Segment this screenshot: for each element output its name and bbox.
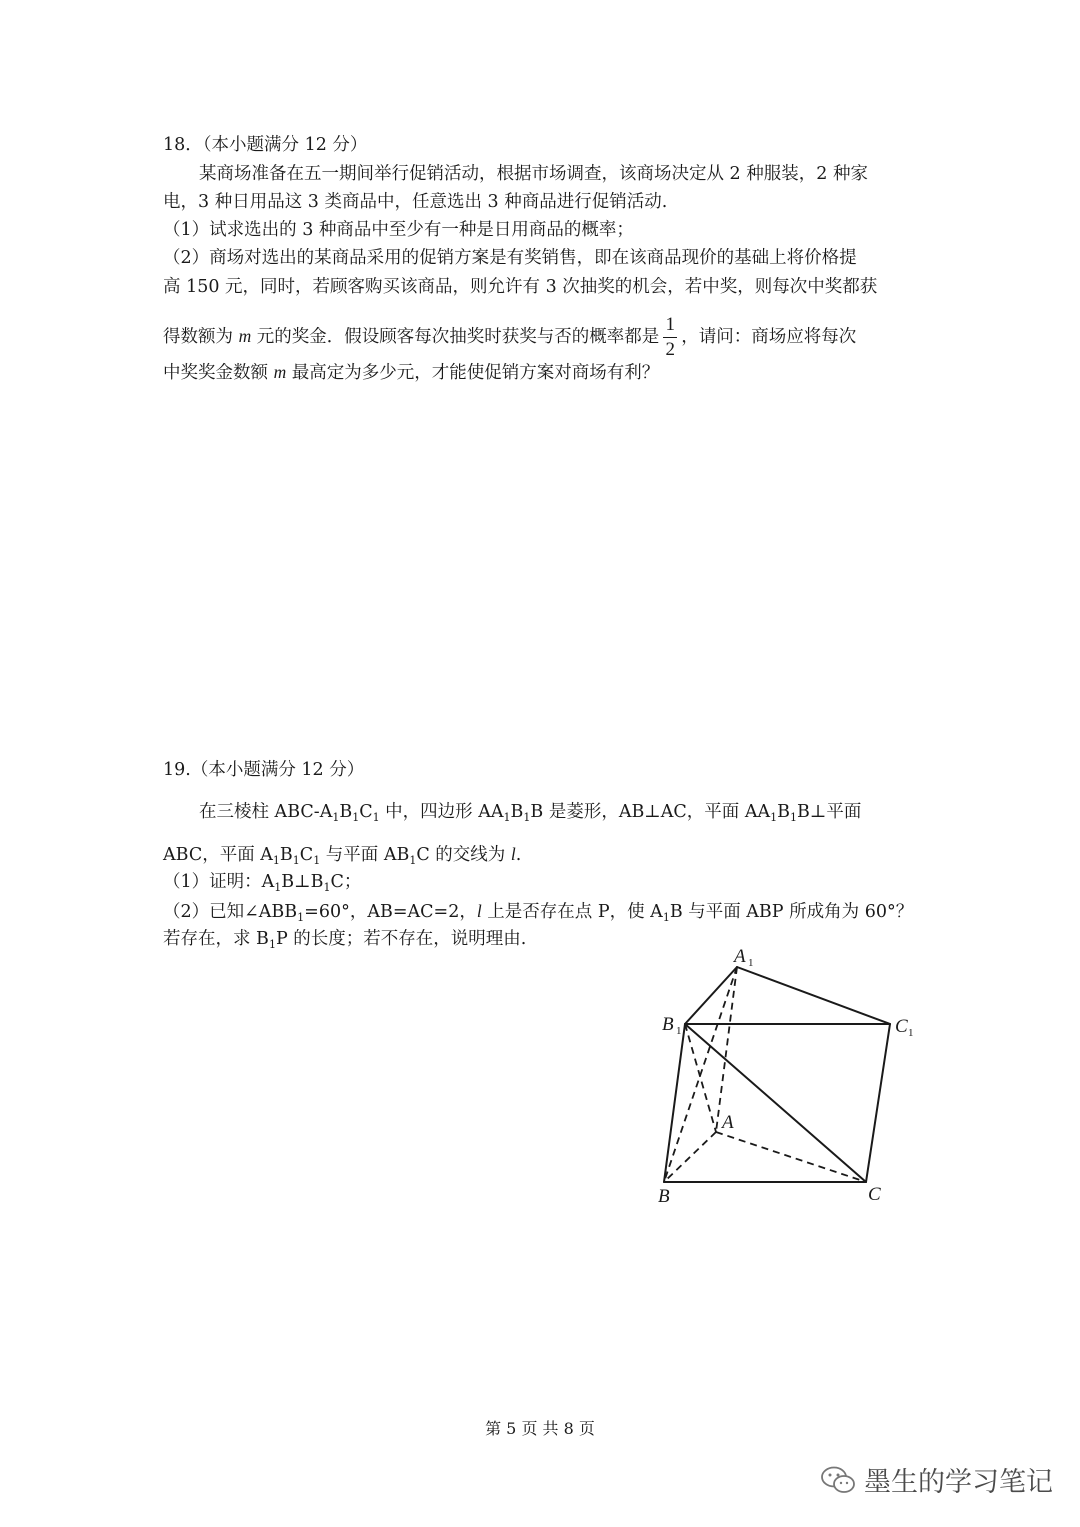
edge-c1-c	[866, 1024, 890, 1182]
fraction	[663, 315, 677, 360]
fraction-denominator: 2	[665, 339, 676, 361]
subscript: 1	[274, 881, 282, 894]
text-fragment: B⊥B	[281, 872, 324, 892]
q18-text-line: 电，3 种日用品这 3 类商品中，任意选出 3 种商品进行促销活动.	[163, 192, 668, 212]
wechat-icon	[820, 1465, 856, 1495]
text-fragment: C；	[330, 872, 362, 892]
text-fragment: （2）已知∠ABB	[163, 902, 298, 922]
edge-a1-c1	[737, 967, 890, 1024]
text-fragment: （1）证明：A	[163, 872, 275, 892]
subscript: 1	[523, 811, 531, 824]
subscript: 1	[313, 854, 321, 867]
q18-text-line	[163, 360, 659, 385]
watermark	[820, 1460, 1053, 1499]
subscript: 1	[790, 811, 798, 824]
label-c1-sub: 1	[908, 1027, 914, 1039]
text-fragment: 中奖奖金数额	[163, 363, 274, 383]
variable-m: m	[273, 362, 287, 382]
edge-a1-b1	[685, 967, 737, 1024]
text-fragment: 上是否存在点 P，使 A	[481, 902, 663, 922]
variable-m: m	[238, 326, 252, 347]
text-fragment: 元的奖金．假设顾客每次抽奖时获奖与否的概率都是	[251, 327, 660, 348]
q19-text-line	[199, 800, 861, 826]
label-b1: B	[662, 1014, 674, 1035]
text-fragment: 在三棱柱 ABC	[199, 802, 314, 822]
q18-text-line: 某商场准备在五一期间举行促销活动，根据市场调查，该商场决定从 2 种服装，2 种家	[199, 164, 868, 184]
q19-part2	[163, 899, 913, 926]
subscript: 1	[268, 938, 276, 951]
page-footer: 第 5 页 共 8 页	[485, 1419, 595, 1438]
fraction-numerator: 1	[665, 314, 676, 335]
text-fragment: A	[319, 802, 333, 822]
subscript: 1	[662, 911, 670, 924]
edge-a1-a	[716, 967, 737, 1132]
subscript: 1	[297, 911, 305, 924]
prism-figure	[640, 940, 930, 1220]
label-a1: A	[734, 946, 746, 967]
text-fragment: 最高定为多少元，才能使促销方案对商场有利？	[286, 363, 660, 383]
subscript: 1	[409, 854, 417, 867]
q19-part1	[163, 870, 361, 896]
watermark-text: 墨生的学习笔记	[864, 1467, 1053, 1498]
subscript: 1	[323, 881, 331, 894]
subscript: 1	[770, 811, 778, 824]
label-b: B	[658, 1186, 670, 1207]
variable-l: l	[510, 844, 516, 864]
label-c: C	[868, 1184, 881, 1205]
subscript: 1	[503, 811, 511, 824]
q19-text-line	[163, 927, 526, 953]
label-c1: C	[895, 1016, 908, 1037]
q18-text-line	[163, 315, 856, 360]
subscript: 1	[272, 854, 280, 867]
text-fragment: ，请问：商场应将每次	[681, 327, 857, 348]
text-fragment: B	[777, 802, 791, 822]
text-fragment: B 是菱形，AB⊥AC，平面 AA	[530, 802, 771, 822]
edge-a-b	[664, 1132, 716, 1182]
text-fragment: B 与平面 ABP 所成角为 60°？	[669, 902, 914, 922]
text-fragment: C	[299, 845, 314, 865]
text-fragment: 与平面 AB	[320, 845, 410, 865]
text-fragment: B	[339, 802, 353, 822]
q18-part1: （1）试求选出的 3 种商品中至少有一种是日用商品的概率；	[163, 220, 634, 240]
subscript: 1	[372, 811, 380, 824]
dash: -	[313, 802, 320, 822]
text-fragment: .	[515, 845, 522, 865]
edge-a1-b	[664, 967, 737, 1182]
label-a: A	[722, 1112, 734, 1133]
variable-l: l	[476, 901, 482, 921]
label-b1-sub: 1	[676, 1025, 682, 1037]
fraction-bar	[663, 337, 677, 338]
subscript: 1	[352, 811, 360, 824]
edge-a-c	[716, 1132, 866, 1182]
q19-text-line	[163, 842, 521, 869]
edge-b1-b	[664, 1024, 685, 1182]
q18-header: 18．（本小题满分 12 分）	[163, 135, 368, 155]
text-fragment: B	[279, 845, 293, 865]
text-fragment: B	[510, 802, 524, 822]
q18-part2: （2）商场对选出的某商品采用的促销方案是有奖销售，即在该商品现价的基础上将价格提	[163, 248, 857, 268]
label-a1-sub: 1	[748, 957, 754, 969]
text-fragment: =60°，AB=AC=2，	[304, 902, 477, 922]
q18-text-line: 高 150 元，同时，若顾客购买该商品，则允许有 3 次抽奖的机会，若中奖，则每次中奖都获	[163, 277, 878, 297]
text-fragment: 得数额为	[163, 327, 239, 348]
text-fragment: 中，四边形 AA	[379, 802, 504, 822]
q19-header: 19.（本小题满分 12 分）	[163, 760, 365, 780]
subscript: 1	[332, 811, 340, 824]
text-fragment: B⊥平面	[797, 802, 862, 822]
text-fragment: 若存在，求 B	[163, 929, 269, 949]
text-fragment: ABC，平面 A	[163, 845, 273, 865]
subscript: 1	[292, 854, 300, 867]
text-fragment: C 的交线为	[416, 845, 511, 865]
edge-b1-c	[685, 1024, 866, 1182]
text-fragment: C	[359, 802, 373, 822]
text-fragment: P 的长度；若不存在，说明理由.	[275, 929, 527, 949]
